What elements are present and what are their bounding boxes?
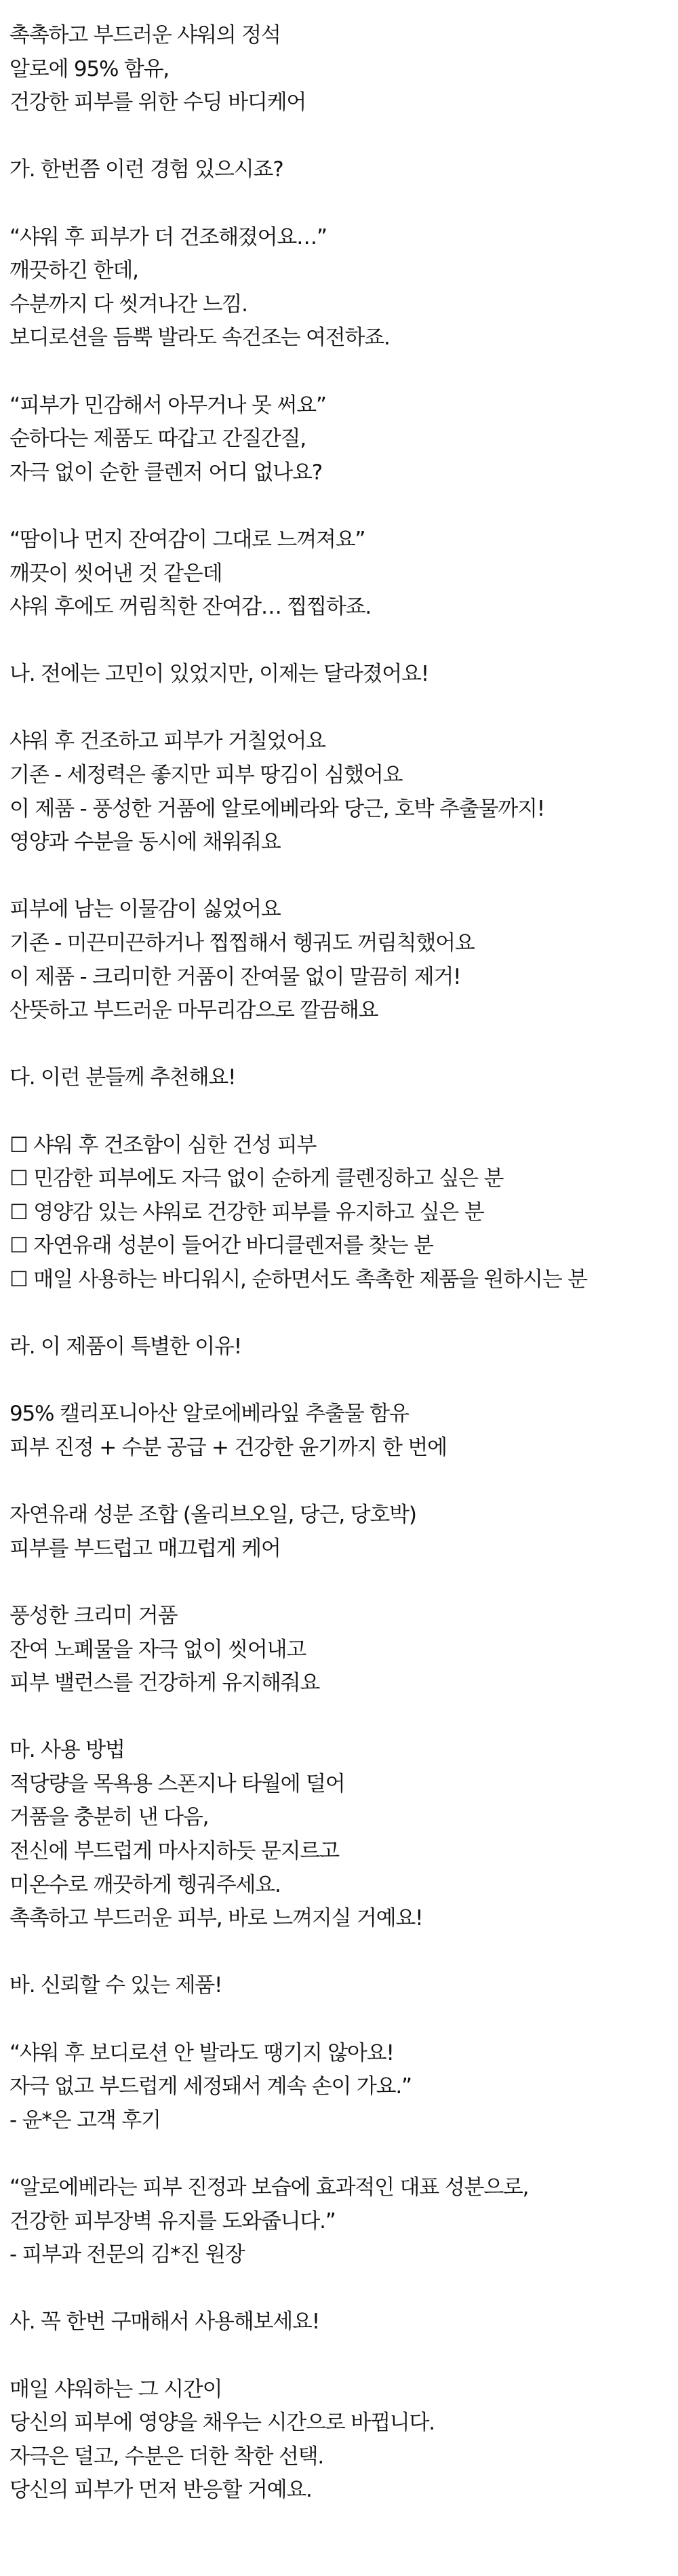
text-paragraph xyxy=(9,2171,678,2272)
text-line: 피부 진정 + 수분 공급 + 건강한 윤기까지 한 번에 xyxy=(9,1435,447,1460)
text-paragraph xyxy=(9,1129,678,1297)
text-line: 깨끗하긴 한데, xyxy=(9,258,138,283)
text-line: 매일 샤워하는 그 시간이 xyxy=(9,2377,222,2402)
text-line: 자극 없이 순한 클렌저 어디 없나요? xyxy=(9,460,322,485)
text-line: “알로에베라는 피부 진정과 보습에 효과적인 대표 성분으로, xyxy=(9,2175,529,2200)
text-line: 건강한 피부장벽 유지를 도와줍니다.” xyxy=(9,2208,336,2234)
text-paragraph xyxy=(9,389,678,490)
text-line: ☐ 민감한 피부에도 자극 없이 순하게 클렌징하고 싶은 분 xyxy=(9,1166,504,1191)
text-line: 잔여 노폐물을 자극 없이 씻어내고 xyxy=(9,1637,306,1662)
text-line: 라. 이 제품이 특별한 이유! xyxy=(9,1334,241,1360)
text-line: “땀이나 먼지 잔여감이 그대로 느껴져요” xyxy=(9,527,365,552)
text-paragraph xyxy=(9,2037,678,2138)
text-paragraph xyxy=(9,221,678,355)
text-line: 자연유래 성분 조합 (올리브오일, 당근, 당호박) xyxy=(9,1503,416,1528)
text-line: “샤워 후 피부가 더 건조해졌어요…” xyxy=(9,224,327,250)
text-line: 수분까지 다 씻겨나간 느낌. xyxy=(9,292,247,317)
text-paragraph xyxy=(9,1061,678,1095)
text-line: 바. 신뢰할 수 있는 제품! xyxy=(9,1973,222,1998)
text-paragraph xyxy=(9,1969,678,2003)
text-paragraph xyxy=(9,153,678,187)
text-line: ☐ 자연유래 성분이 들어간 바디클렌저를 찾는 분 xyxy=(9,1233,433,1259)
text-line: 기존 - 세정력은 좋지만 피부 땅김이 심했어요 xyxy=(9,763,403,788)
text-line: 자극 없고 부드럽게 세정돼서 계속 손이 가요.” xyxy=(9,2074,412,2099)
text-line: 자극은 덜고, 수분은 더한 착한 선택. xyxy=(9,2444,324,2469)
text-line: 이 제품 - 풍성한 거품에 알로에베라와 당근, 호박 추출물까지! xyxy=(9,796,545,821)
text-paragraph xyxy=(9,1734,678,1936)
text-line: 샤워 후 건조하고 피부가 거칠었어요 xyxy=(9,729,325,754)
text-paragraph xyxy=(9,1499,678,1566)
text-line: 풍성한 크리미 거품 xyxy=(9,1603,178,1628)
text-paragraph xyxy=(9,2373,678,2508)
text-line: 이 제품 - 크리미한 거품이 잔여물 없이 말끔히 제거! xyxy=(9,964,461,989)
text-line: 사. 꼭 한번 구매해서 사용해보세요! xyxy=(9,2310,319,2335)
text-line: 기존 - 미끈미끈하거나 찝찝해서 헹궈도 꺼림칙했어요 xyxy=(9,931,475,956)
text-line: “피부가 민감해서 아무거나 못 써요” xyxy=(9,393,326,418)
text-line: 보디로션을 듬뿍 발라도 속건조는 여전하죠. xyxy=(9,325,390,351)
text-line: 마. 사용 방법 xyxy=(9,1738,125,1763)
text-paragraph xyxy=(9,893,678,1027)
text-line: 95% 캘리포니아산 알로에베라잎 추출물 함유 xyxy=(9,1402,409,1427)
text-line: 다. 이런 분들께 추천해요! xyxy=(9,1065,236,1090)
text-line: 촉촉하고 부드러운 피부, 바로 느껴지실 거예요! xyxy=(9,1906,423,1931)
text-line: 영양과 수분을 동시에 채워줘요 xyxy=(9,830,281,855)
text-line: - 피부과 전문의 김*진 원장 xyxy=(9,2242,245,2267)
text-line: 당신의 피부가 먼저 반응할 거예요. xyxy=(9,2478,312,2503)
text-line: 피부에 남는 이물감이 싫었어요 xyxy=(9,897,281,922)
text-line: 건강한 피부를 위한 수딩 바디케어 xyxy=(9,90,306,115)
text-line: 피부를 부드럽고 매끄럽게 케어 xyxy=(9,1536,281,1561)
text-line: 미온수로 깨끗하게 헹궈주세요. xyxy=(9,1872,281,1897)
text-line: - 윤*은 고객 후기 xyxy=(9,2107,161,2133)
text-line: 적당량을 목욕용 스폰지나 타월에 덜어 xyxy=(9,1771,345,1796)
text-paragraph xyxy=(9,1600,678,1701)
text-line: 알로에 95% 함유, xyxy=(9,56,169,81)
text-line: ☐ 매일 사용하는 바디워시, 순하면서도 촉촉한 제품을 원하시는 분 xyxy=(9,1267,587,1292)
text-line: 전신에 부드럽게 마사지하듯 문지르고 xyxy=(9,1839,339,1864)
text-line: ☐ 샤워 후 건조함이 심한 건성 피부 xyxy=(9,1132,317,1157)
text-line: 깨끗이 씻어낸 것 같은데 xyxy=(9,561,222,586)
text-paragraph xyxy=(9,1330,678,1364)
text-line: 순하다는 제품도 따갑고 간질간질, xyxy=(9,427,306,452)
text-line: 촉촉하고 부드러운 샤워의 정석 xyxy=(9,23,281,47)
text-paragraph xyxy=(9,523,678,625)
text-line: 당신의 피부에 영양을 채우는 시간으로 바뀝니다. xyxy=(9,2411,435,2436)
text-line: 산뜻하고 부드러운 마무리감으로 깔끔해요 xyxy=(9,998,378,1023)
text-paragraph xyxy=(9,725,678,859)
text-paragraph xyxy=(9,1398,678,1465)
text-line: “샤워 후 보디로션 안 발라도 땡기지 않아요! xyxy=(9,2040,394,2065)
text-line: ☐ 영양감 있는 샤워로 건강한 피부를 유지하고 싶은 분 xyxy=(9,1200,484,1225)
text-paragraph xyxy=(9,2305,678,2339)
text-paragraph xyxy=(9,658,678,692)
text-line: 샤워 후에도 꺼림칙한 잔여감… 찝찝하죠. xyxy=(9,595,372,620)
text-line: 나. 전에는 고민이 있었지만, 이제는 달라졌어요! xyxy=(9,662,428,687)
text-paragraph xyxy=(9,19,678,120)
text-line: 가. 한번쯤 이런 경험 있으시죠? xyxy=(9,157,283,182)
text-line: 피부 밸런스를 건강하게 유지해줘요 xyxy=(9,1671,320,1696)
text-line: 거품을 충분히 낸 다음, xyxy=(9,1805,209,1830)
